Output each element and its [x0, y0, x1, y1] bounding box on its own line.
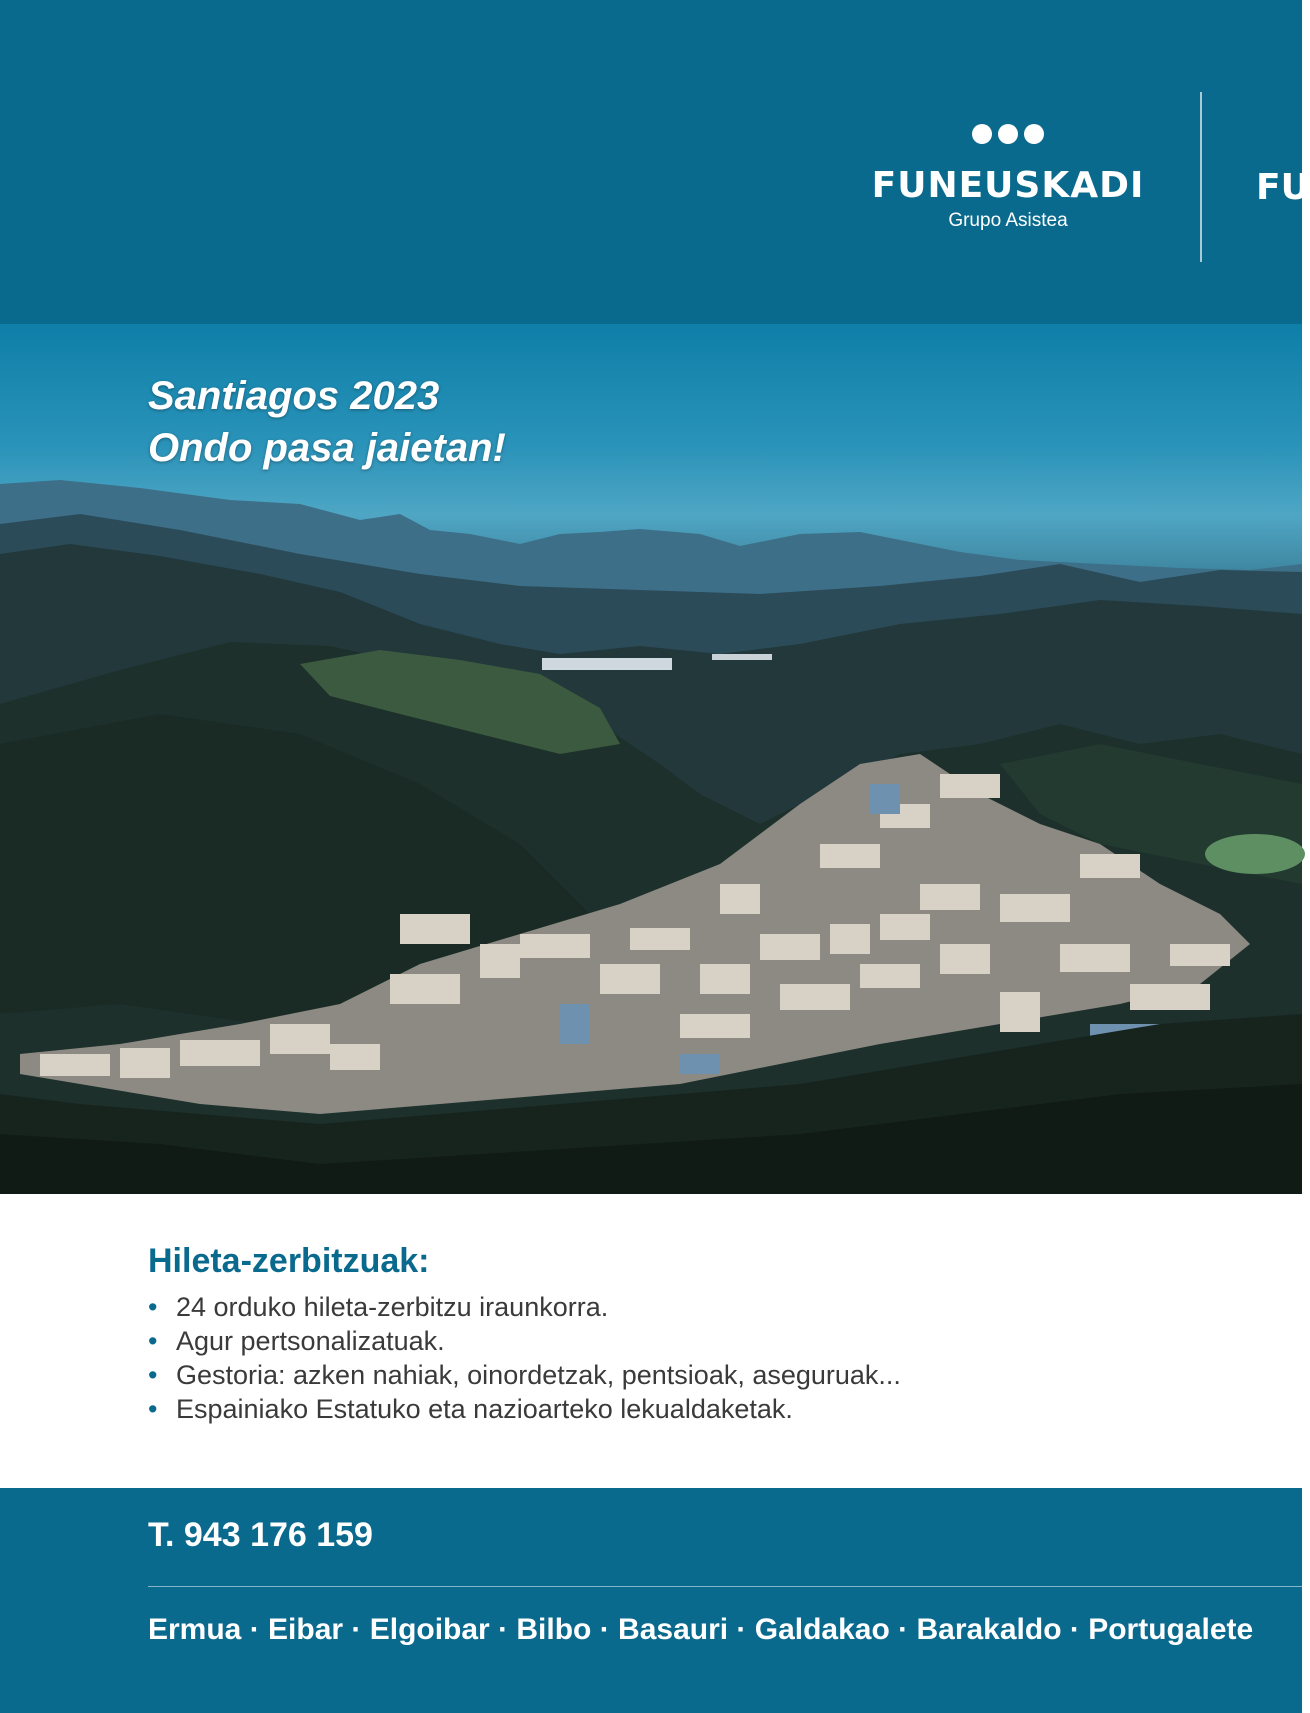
footer-band: [0, 1488, 1302, 1713]
list-item-text: 24 orduko hileta-zerbitzu iraunkorra.: [176, 1292, 609, 1322]
list-item-text: Gestoria: azken nahiak, oinordetzak, pentsioak, aseguruak...: [176, 1360, 901, 1390]
services-title: Hileta-zerbitzuak:: [148, 1242, 430, 1280]
list-item-text: Espainiako Estatuko eta nazioarteko lekualdaketak.: [176, 1394, 793, 1424]
bullet-icon: •: [148, 1394, 158, 1424]
headline-line-1: Santiagos 2023: [148, 374, 440, 418]
town-aerial-photo: [0, 324, 1302, 1194]
list-item: [148, 1392, 1248, 1426]
header-band: [0, 0, 1310, 324]
list-item: [148, 1358, 1248, 1392]
logo-dots-icon: [868, 124, 1148, 146]
list-item-text: Agur pertsonalizatuak.: [176, 1326, 445, 1356]
services-section: [148, 1240, 1248, 1426]
services-list: [148, 1290, 1248, 1426]
phone-number: T. 943 176 159: [148, 1516, 373, 1554]
logo-divider: [1200, 92, 1202, 262]
locations-list: Ermua · Eibar · Elgoibar · Bilbo · Basauri · Galdakao · Barakaldo · Portugalete: [148, 1613, 1254, 1646]
hero-headline: [148, 370, 506, 474]
list-item: [148, 1290, 1248, 1324]
second-logo-partial: FU: [1256, 167, 1310, 208]
headline-line-2: Ondo pasa jaietan!: [148, 426, 506, 470]
logo-subtitle: Grupo Asistea: [948, 210, 1068, 231]
bullet-icon: •: [148, 1292, 158, 1322]
logo-name: FUNEUSKADI: [871, 165, 1145, 206]
footer-divider: [148, 1586, 1302, 1587]
bullet-icon: •: [148, 1326, 158, 1356]
list-item: [148, 1324, 1248, 1358]
funeuskadi-logo: [868, 124, 1148, 232]
bullet-icon: •: [148, 1360, 158, 1390]
